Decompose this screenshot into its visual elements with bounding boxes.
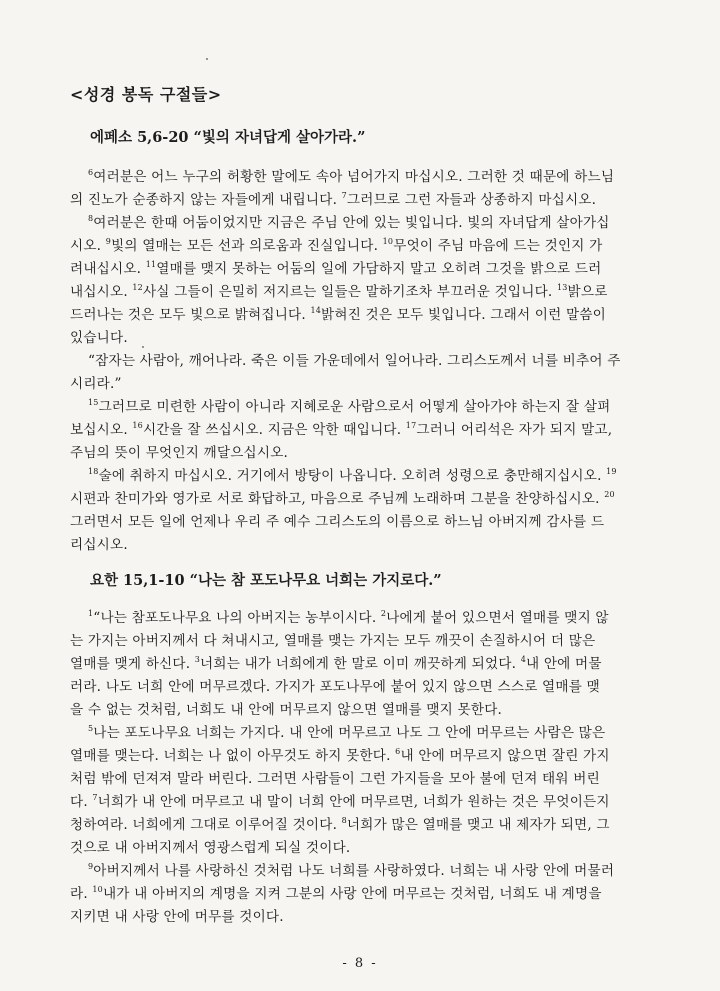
verse-text: 술에 취하지 마십시오. 거기에서 방탕이 나옵니다. 오히려 성령으로 충만해지십시오. bbox=[98, 468, 607, 484]
verse-text: 그러면서 모든 일에 언제나 우리 주 예수 그리스도의 이름으로 하느님 아버지께 감사를 드 bbox=[70, 514, 605, 530]
verse-text: 시리라.” bbox=[70, 376, 122, 392]
verse-text: 것으로 내 아버지께서 영광스럽게 되실 것이다. bbox=[70, 840, 351, 856]
passage-title-john: 요한 15,1-10 “나는 참 포도나무요 너희는 가지로다.” bbox=[90, 572, 442, 589]
verse-number: 18 bbox=[88, 467, 99, 476]
verse-text: 주님의 뜻이 무엇인지 깨달으십시오. bbox=[70, 445, 289, 461]
verse-text: 드러나는 것은 모두 빛으로 밝혀집니다. bbox=[70, 307, 311, 323]
verse-text: “나는 참포도나무요 나의 아버지는 농부이시다. bbox=[93, 610, 381, 626]
verse-text: 보십시오. bbox=[70, 422, 133, 438]
verse-text: 시편과 찬미가와 영가로 서로 화답하고, 마음으로 주님께 노래하며 그분을 찬양하십시오. bbox=[70, 491, 605, 507]
verse-text: 지키면 내 사랑 안에 머무를 것이다. bbox=[70, 909, 284, 925]
text-line bbox=[70, 630, 660, 653]
verse-text: 빛의 열매는 모든 선과 의로움과 진실입니다. bbox=[111, 238, 383, 254]
text-line bbox=[70, 814, 660, 837]
text-line bbox=[70, 745, 660, 768]
verse-text: 내 안에 머물 bbox=[526, 656, 602, 672]
verse-number: 10 bbox=[382, 237, 394, 246]
verse-text: 무엇이 주님 마음에 드는 것인지 가 bbox=[393, 238, 603, 254]
verse-text: 밝으로 bbox=[567, 284, 608, 300]
verse-text: 는 가지는 아버지께서 다 쳐내시고, 열매를 맺는 가지는 모두 깨끗이 손질하시어 더 많은 bbox=[70, 633, 596, 649]
verse-number: 10 bbox=[92, 885, 103, 894]
verse-text: 시간을 잘 쓰십시오. 지금은 악한 때입니다. bbox=[142, 422, 406, 438]
verse-text: 청하여라. 너희에게 그대로 이루어질 것이다. bbox=[70, 817, 342, 833]
text-line bbox=[70, 676, 660, 699]
verse-text: 있습니다. bbox=[70, 330, 128, 346]
verse-text: 라. bbox=[70, 886, 93, 902]
text-line bbox=[70, 212, 660, 235]
verse-number: 7 bbox=[92, 793, 98, 802]
verse-text: 러라. 나도 너희 안에 머무르겠다. 가지가 포도나무에 붙어 있지 않으면 스스로 열매를 맺 bbox=[70, 679, 600, 695]
text-line bbox=[70, 442, 660, 465]
verse-number: 3 bbox=[194, 655, 201, 664]
text-line bbox=[70, 373, 660, 396]
verse-number: 5 bbox=[88, 724, 94, 733]
text-line bbox=[70, 488, 660, 511]
text-line bbox=[70, 281, 660, 304]
text-line bbox=[70, 860, 660, 883]
text-line bbox=[70, 350, 660, 373]
verse-number: 4 bbox=[520, 655, 526, 664]
passage-john bbox=[70, 607, 660, 929]
verse-number: 6 bbox=[88, 168, 94, 177]
text-line bbox=[70, 396, 660, 419]
passage-ephesians bbox=[70, 166, 660, 557]
page-number: - 8 - bbox=[342, 956, 378, 971]
verse-number: 7 bbox=[341, 191, 347, 200]
verse-text: 시오. bbox=[70, 238, 106, 254]
verse-number: 13 bbox=[556, 283, 568, 292]
text-line bbox=[70, 235, 660, 258]
verse-number: 8 bbox=[88, 214, 94, 223]
text-line bbox=[70, 607, 660, 630]
verse-text: 내가 내 아버지의 계명을 지켜 그분의 사랑 안에 머무르는 것처럼, 너희도 내 계명을 bbox=[102, 886, 602, 902]
verse-text: 열매를 맺는다. 너희는 나 없이 아무것도 하지 못한다. bbox=[70, 748, 396, 764]
verse-number: 6 bbox=[395, 747, 401, 756]
verse-text: 아버지께서 나를 사랑하신 것처럼 나도 너희를 사랑하였다. 너희는 내 사랑 안에 머물러 bbox=[93, 863, 615, 879]
text-line bbox=[70, 653, 660, 676]
text-line bbox=[70, 768, 660, 791]
text-line bbox=[70, 166, 660, 189]
text-line bbox=[70, 837, 660, 860]
verse-text: 너희는 내가 너희에게 한 말로 이미 깨끗하게 되었다. bbox=[200, 656, 521, 672]
verse-text: 여러분은 한때 어둠이었지만 지금은 주님 안에 있는 빛입니다. 빛의 자녀답게 살아가십 bbox=[93, 215, 610, 231]
verse-number: 19 bbox=[606, 467, 617, 476]
verse-text: 그러니 어리석은 자가 되지 말고, bbox=[416, 422, 613, 438]
passage-title-ephesians: 에페소 5,6-20 “빛의 자녀답게 살아가라.” bbox=[90, 129, 366, 146]
verse-number: 11 bbox=[145, 260, 157, 269]
text-line bbox=[70, 327, 660, 350]
verse-text: 을 수 없는 것처럼, 너희도 내 안에 머무르지 않으면 열매를 맺지 못한다. bbox=[70, 702, 503, 718]
verse-number: 9 bbox=[88, 862, 94, 871]
verse-text: 다. bbox=[70, 794, 93, 810]
verse-text: 내 안에 머무르지 않으면 잘린 가지 bbox=[400, 748, 610, 764]
text-line bbox=[70, 699, 660, 722]
verse-text: 너희가 내 안에 머무르고 내 말이 너희 안에 머무르면, 너희가 원하는 것은 무엇이든지 bbox=[97, 794, 610, 810]
verse-number: 17 bbox=[405, 421, 417, 430]
verse-text: 내십시오. bbox=[70, 284, 133, 300]
text-line bbox=[70, 534, 660, 557]
scan-speck bbox=[206, 58, 208, 60]
verse-number: 20 bbox=[604, 490, 615, 499]
verse-number: 1 bbox=[88, 609, 94, 618]
text-line bbox=[70, 722, 660, 745]
verse-text: 그러므로 미련한 사람이 아니라 지혜로운 사람으로서 어떻게 살아가야 하는지 잘 살펴 bbox=[98, 399, 611, 415]
verse-number: 12 bbox=[132, 283, 143, 292]
verse-number: 15 bbox=[88, 398, 99, 407]
verse-text: 처럼 밖에 던져져 말라 버린다. 그러면 사람들이 그런 가지들을 모아 불에 던져 태워 버린 bbox=[70, 771, 600, 787]
text-line bbox=[70, 189, 660, 212]
verse-text: 여러분은 어느 누구의 허황한 말에도 속아 넘어가지 마십시오. 그러한 것 때문에 하느님 bbox=[93, 169, 615, 185]
section-heading: <성경 봉독 구절들> bbox=[70, 85, 222, 104]
verse-text: 나는 포도나무요 너희는 가지다. 내 안에 머무르고 나도 그 안에 머무르는 사람은 많은 bbox=[93, 725, 606, 741]
verse-text: 나에게 붙어 있으면서 열매를 맺지 않 bbox=[386, 610, 609, 626]
verse-text: 려내십시오. bbox=[70, 261, 146, 277]
verse-number: 9 bbox=[105, 237, 112, 246]
verse-text: 너희가 많은 열매를 맺고 내 제자가 되면, 그 bbox=[346, 817, 610, 833]
verse-text: “잠자는 사람아, 깨어나라. 죽은 이들 가운데에서 일어나라. 그리스도께서 너를 비추어 주 bbox=[88, 353, 621, 369]
text-line bbox=[70, 511, 660, 534]
verse-text: 밝혀진 것은 모두 빛입니다. 그래서 이런 말씀이 bbox=[321, 307, 606, 323]
verse-number: 8 bbox=[341, 816, 347, 825]
text-line bbox=[70, 883, 660, 906]
verse-number: 16 bbox=[132, 421, 143, 430]
verse-number: 14 bbox=[310, 306, 322, 315]
verse-text: 열매를 맺게 하신다. bbox=[70, 656, 195, 672]
text-line bbox=[70, 258, 660, 281]
text-line bbox=[70, 419, 660, 442]
verse-text: 그러므로 그런 자들과 상종하지 마십시오. bbox=[346, 192, 597, 208]
verse-text: 열매를 맺지 못하는 어둠의 일에 가담하지 말고 오히려 그것을 밝으로 드러 bbox=[156, 261, 602, 277]
verse-text: 의 진노가 순종하지 않는 자들에게 내립니다. bbox=[70, 192, 342, 208]
verse-text: 리십시오. bbox=[70, 537, 128, 553]
text-line bbox=[70, 304, 660, 327]
text-line bbox=[70, 465, 660, 488]
text-line bbox=[70, 791, 660, 814]
verse-text: 사실 그들이 은밀히 저지르는 일들은 말하기조차 부끄러운 것입니다. bbox=[142, 284, 557, 300]
text-line bbox=[70, 906, 660, 929]
verse-number: 2 bbox=[380, 609, 387, 618]
